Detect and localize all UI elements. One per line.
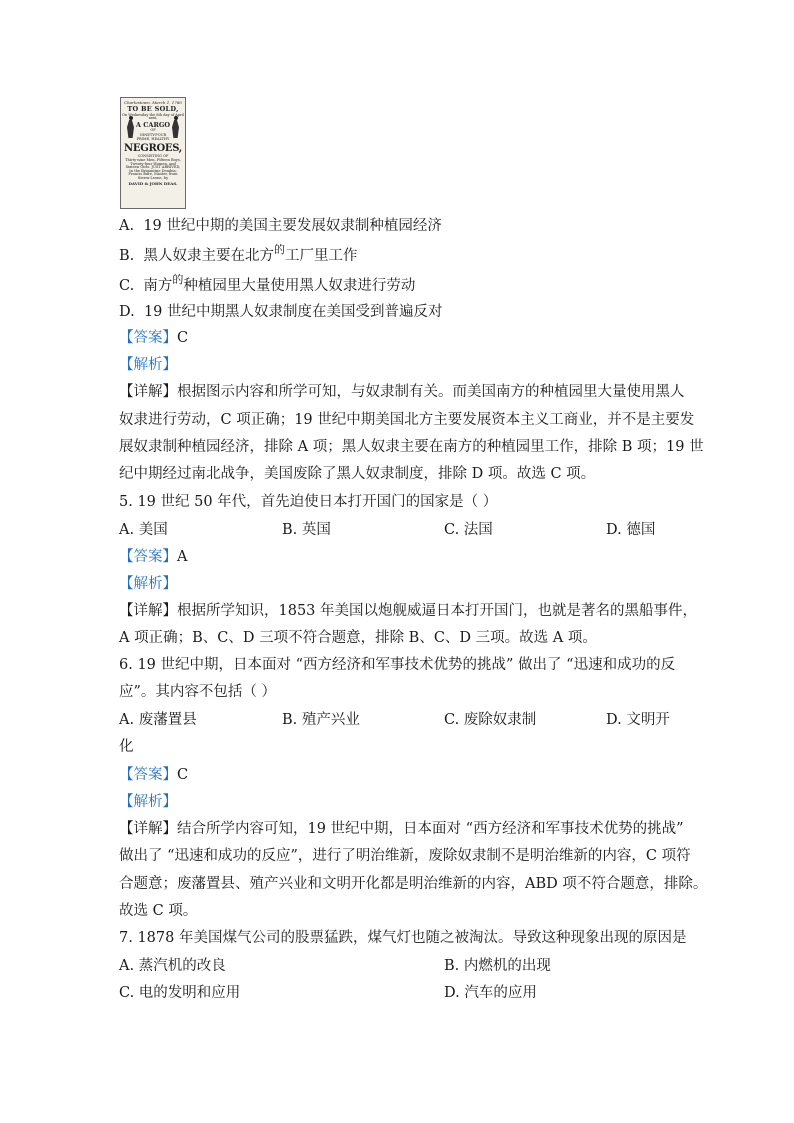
q4-option-c: C. 南方$^的$种植园里大量使用黑人奴隶进行劳动 [119, 273, 416, 294]
q6-stem-line: 应”。其内容不包括（ ） [119, 684, 277, 700]
poster-origin: NINETY-FOUR [139, 132, 167, 137]
poster-descriptor: PRIME, HEALTHY [136, 137, 170, 141]
q7-option-a: A. 蒸汽机的改良 [119, 958, 226, 974]
q4-detail-line: 展奴隶制种植园经济，排除 A 项；黑人奴隶主要在南方的种植园里工作，排除 B 项；19 世 [119, 439, 704, 455]
q6-option-a: A. 废藩置县 [119, 712, 197, 728]
q4-detail-line: 纪中期经过南北战争，美国废除了黑人奴隶制度，排除 D 项。故选 C 项。 [119, 466, 596, 482]
q5-option-c: C. 法国 [444, 522, 493, 538]
q4-option-a: A. 19 世纪中期的美国主要发展奴隶制种植园经济 [119, 218, 442, 234]
q6-option-d-wrap: 化 [119, 739, 134, 755]
q6-detail-line: 【详解】结合所学内容可知，19 世纪中期，日本面对 “西方经济和军事技术优势的挑战” [119, 821, 684, 837]
q6-stem-line: 6. 19 世纪中期，日本面对 “西方经济和军事技术优势的挑战” 做出了 “迅速和成功的反 [119, 657, 676, 673]
q5-answer: 【答案】A [119, 549, 188, 565]
poster-of: OF [150, 128, 156, 132]
q4-answer: 【答案】C [119, 330, 189, 346]
q6-answer: 【答案】C [119, 767, 189, 783]
poster-cargo: A CARGO [135, 120, 171, 129]
poster-consisting: CONSISTING OF [137, 153, 169, 158]
q5-analysis-label: 【解析】 [119, 576, 177, 592]
q6-detail-line: 合题意；废藩置县、殖产兴业和文明开化都是明治维新的内容，ABD 项不符合题意，排除。 [119, 876, 708, 892]
q5-detail-line: A 项正确；B、C、D 三项不符合题意，排除 B、C、D 三项。故选 A 项。 [119, 630, 597, 646]
q7-stem: 7. 1878 年美国煤气公司的股票猛跌，煤气灯也随之被淘汰。导致这种现象出现的原因是 [119, 930, 687, 946]
q7-option-b: B. 内燃机的出现 [444, 958, 551, 974]
q5-detail-line: 【详解】根据所学知识，1853 年美国以炮舰威逼日本打开国门，也就是著名的黑船事件， [119, 603, 698, 619]
q4-detail-line: 【详解】根据图示内容和所学可知，与奴隶制有关。而美国南方的种植园里大量使用黑人 [119, 384, 685, 400]
slave-sale-poster-image [120, 97, 186, 209]
poster-date: Charlestown, March 1, 1780 [124, 100, 182, 105]
poster-negroes: NEGROES, [124, 142, 182, 154]
q4-option-d: D. 19 世纪中期黑人奴隶制度在美国受到普遍反对 [119, 304, 443, 320]
q6-analysis-label: 【解析】 [119, 794, 177, 810]
q5-stem: 5. 19 世纪 50 年代，首先迫使日本打开国门的国家是（ ） [119, 494, 498, 510]
q6-option-b: B. 殖产兴业 [282, 712, 360, 728]
poster-figure-right-icon [172, 116, 179, 138]
q4-analysis-label: 【解析】 [119, 357, 177, 373]
q5-option-d: D. 德国 [606, 522, 656, 538]
q4-option-b: B. 黑人奴隶主要在北方$^的$工厂里工作 [119, 243, 358, 264]
q7-option-c: C. 电的发明和应用 [119, 985, 241, 1001]
q6-detail-line: 故选 C 项。 [119, 903, 198, 919]
q4-detail-line: 奴隶进行劳动，C 项正确；19 世纪中期美国北方主要发展资本主义工商业，并不是主要发 [119, 412, 695, 428]
poster-headline: TO BE SOLD, [127, 105, 179, 113]
poster-signature: DAVID & JOHN DEAS. [128, 180, 178, 186]
q5-option-b: B. 英国 [282, 522, 331, 538]
q6-detail-line: 做出了 “迅速和成功的反应”，进行了明治维新，废除奴隶制不是明治维新的内容，C 项符 [119, 848, 691, 864]
poster-figure-left-icon [127, 116, 134, 138]
poster-body: Thirty-nine Men, Fifteen Boys, Twenty-four Women, and Sixteen Girls. JUST ARRIVED, In the Brigantine Dembia, Francis Bare, Master, from Sierra-Leone, by [125, 158, 181, 180]
q6-option-c: C. 废除奴隶制 [444, 712, 537, 728]
q5-option-a: A. 美国 [119, 522, 168, 538]
q7-option-d: D. 汽车的应用 [444, 985, 537, 1001]
poster-subline: On Wednesday the 8th day of April next, [122, 112, 184, 120]
q6-option-d: D. 文明开 [606, 712, 670, 728]
